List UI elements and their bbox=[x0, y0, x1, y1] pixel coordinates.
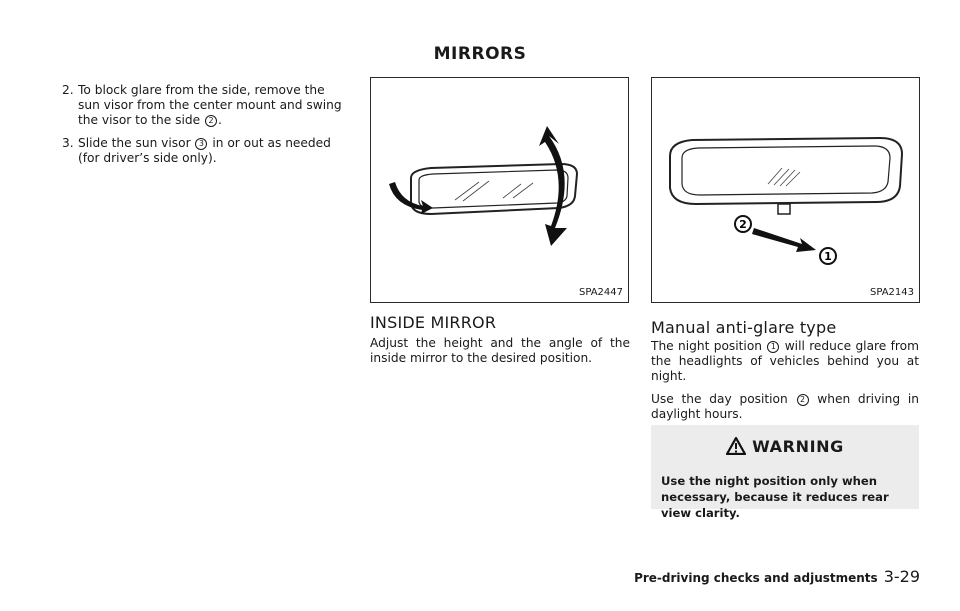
section-title-inside-mirror: INSIDE MIRROR bbox=[370, 313, 497, 332]
inside-mirror-illustration bbox=[371, 78, 628, 302]
paragraph-night bbox=[651, 339, 919, 384]
figure-code: SPA2143 bbox=[869, 287, 914, 298]
section-title-anti-glare: Manual anti-glare type bbox=[651, 318, 837, 337]
step-2 bbox=[62, 83, 348, 128]
footer-section: Pre-driving checks and adjustments bbox=[634, 571, 878, 585]
anti-glare-illustration bbox=[652, 78, 919, 302]
text: will reduce glare from the headlights of vehicles behind you at night. bbox=[651, 339, 919, 383]
warning-heading bbox=[651, 437, 919, 456]
page-number: 3-29 bbox=[883, 567, 920, 586]
step-3 bbox=[62, 136, 348, 166]
circled-number: 2 bbox=[797, 394, 809, 406]
step-number: 3. bbox=[62, 136, 74, 150]
step-text-end: . bbox=[218, 113, 222, 127]
figure-anti-glare bbox=[651, 77, 920, 303]
circled-number: 2 bbox=[205, 115, 217, 127]
paragraph: Adjust the height and the angle of the inside mirror to the desired position. bbox=[370, 336, 630, 365]
paragraph-day bbox=[651, 392, 919, 422]
text: The night position bbox=[651, 339, 767, 353]
callout-1: 1 bbox=[824, 250, 832, 263]
page-footer bbox=[634, 567, 920, 586]
inside-mirror-text bbox=[370, 336, 630, 374]
circled-number: 1 bbox=[767, 341, 779, 353]
text: Use the day position bbox=[651, 392, 796, 406]
step-number: 2. bbox=[62, 83, 74, 97]
page-header: MIRRORS bbox=[433, 44, 527, 64]
step-text: Slide the sun visor bbox=[78, 136, 195, 150]
warning-box bbox=[651, 425, 919, 520]
step-text-end: in or out as needed (for driver’s side only). bbox=[78, 136, 331, 165]
visor-steps bbox=[62, 83, 348, 174]
warning-triangle-icon bbox=[726, 437, 746, 455]
figure-code: SPA2447 bbox=[578, 287, 623, 298]
text: when driving in daylight hours. bbox=[651, 392, 919, 421]
warning-label: WARNING bbox=[752, 437, 844, 456]
circled-number: 3 bbox=[195, 138, 207, 150]
figure-inside-mirror bbox=[370, 77, 629, 303]
step-text: To block glare from the side, remove the sun visor from the center mount and swing the visor to the side bbox=[78, 83, 342, 127]
anti-glare-text bbox=[651, 339, 919, 430]
callout-2: 2 bbox=[739, 218, 747, 231]
warning-text: Use the night position only when necessary, because it reduces rear view clarity. bbox=[661, 474, 889, 520]
